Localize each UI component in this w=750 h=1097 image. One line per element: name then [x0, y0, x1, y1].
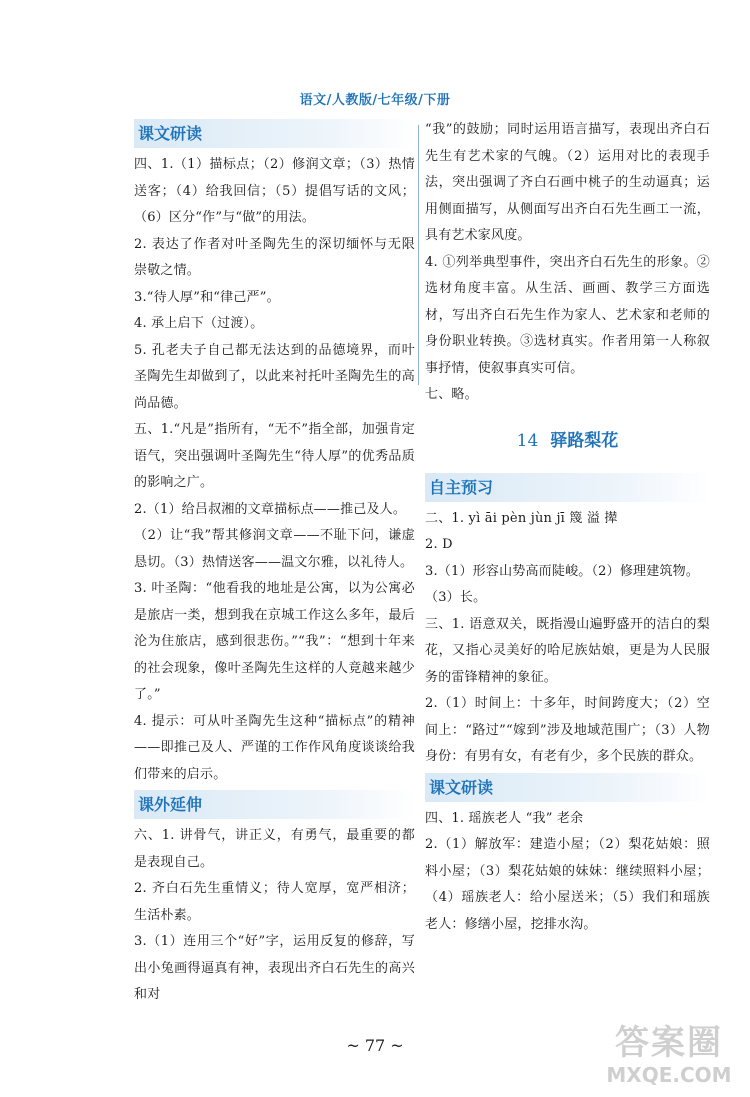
section-title-kewen-yandu: 课文研读 [134, 119, 415, 148]
answer-paragraph: 4. ①列举典型事件，突出齐白石先生的形象。②选材角度丰富。从生活、画画、教学三方面选材，写出齐白石先生作为家人、艺术家和老师的身份职业转换。③选材真实。作者用第一人称叙事抒情，使叙事真实可信。 [425, 254, 710, 376]
answer-paragraph: 3.“待人厚”和“律己严”。 [134, 289, 280, 305]
column-divider [418, 125, 419, 385]
answer-paragraph: “我”的鼓励；同时运用语言描写，表现出齐白石先生有艺术家的气魄。（2）运用对比的表现手法，突出强调了齐白石画中桃子的生动逼真；运用侧面描写，从侧面写出齐白石先生画工一流，具有艺术家风度。 [425, 122, 710, 243]
answer-paragraph: 五、1.“凡是”指所有，“无不”指全部，加强肯定语气，突出强调叶圣陶先生“待人厚”的优秀品质的影响之广。 [134, 422, 415, 490]
answer-paragraph: 4. 提示：可从叶圣陶先生这种“描标点”的精神——即推己及人、严谨的工作作风角度谈谈给我们带来的启示。 [134, 713, 415, 782]
answer-paragraph: （3）长。 [425, 590, 487, 605]
answer-paragraph: 四、1.（1）描标点；（2）修润文章；（3）热情送客；（4）给我回信；（5）提倡写话的文风；（6）区分“作”与“做”的用法。 [134, 157, 415, 225]
watermark-text-bottom: MXQE.COM [606, 1063, 732, 1087]
answer-paragraph: 2. 齐白石先生重情义；待人宽厚，宽严相济；生活朴素。 [134, 881, 415, 923]
section-title-zizhu-yuxi: 自主预习 [425, 473, 710, 502]
answer-paragraph: 3.（1）连用三个“好”字，运用反复的修辞，写出小兔画得逼真有神，表现出齐白石先生的高兴和对 [134, 934, 415, 1002]
lesson-number: 14 [516, 430, 539, 451]
answer-paragraph: 三、1. 语意双关，既指漫山遍野盛开的洁白的梨花，又指心灵美好的哈尼族姑娘，更是为人民服务的雷锋精神的象征。 [425, 616, 710, 685]
left-column [134, 117, 415, 1009]
answer-paragraph: 2.（1）时间上：十多年，时间跨度大；（2）空间上：“路过”“嫁到”涉及地域范围广；（3）人物身份：有男有女，有老有少，多个民族的群众。 [425, 696, 710, 764]
section-title-kewai-yanshen: 课外延伸 [134, 790, 415, 819]
answer-paragraph: 2. 表达了作者对叶圣陶先生的深切缅怀与无限崇敬之情。 [134, 236, 415, 278]
answer-paragraph: 四、1. 瑶族老人 “我” 老余 [425, 810, 584, 826]
answer-paragraph: 六、1. 讲骨气，讲正义，有勇气，最重要的都是表现自己。 [134, 828, 415, 870]
answer-paragraph: 2.（1）解放军：建造小屋；（2）梨花姑娘：照料小屋；（3）梨花姑娘的妹妹：继续照料小屋；（4）瑶族老人：给小屋送米；（5）我们和瑶族老人：修缮小屋，挖排水沟。 [425, 837, 710, 932]
answer-paragraph: 4. 承上启下（过渡）。 [134, 316, 264, 331]
answer-paragraph: 二、1. yì āi pèn jùn jī 篾 溢 撵 [425, 510, 618, 526]
lesson-title: 驿路梨花 [550, 430, 619, 451]
page-number: ~ 77 ~ [346, 1036, 404, 1055]
answer-paragraph: 2.（1）给吕叔湘的文章描标点——推己及人。 [134, 501, 407, 517]
right-column [425, 117, 710, 938]
answer-paragraph: 3. 叶圣陶：“他看我的地址是公寓，以为公寓必是旅店一类，想到我在京城工作这么多年，最后沦为住旅店，感到很悲伤。”“我”：“想到十年来的社会现象，像叶圣陶先生这样的人竟越来越少了。” [134, 581, 415, 702]
answer-paragraph: 3.（1）形容山势高而陡峻。（2）修理建筑物。 [425, 563, 700, 579]
answer-paragraph: 2. D [425, 537, 453, 552]
answer-paragraph: （2）让“我”帮其修润文章——不耻下问，谦虚恳切。（3）热情送客——温文尔雅，以礼待人。 [134, 528, 415, 570]
running-header: 语文/人教版/七年级/下册 [299, 93, 451, 108]
answer-paragraph: 5. 孔老夫子自己都无法达到的品德境界，而叶圣陶先生却做到了，以此来衬托叶圣陶先生的高尚品德。 [134, 342, 415, 411]
watermark-text-top: 答案圈 [615, 1023, 723, 1063]
answer-paragraph: 七、略。 [425, 387, 478, 402]
lesson-heading [425, 419, 710, 463]
section-title-kewen-yandu-2: 课文研读 [425, 773, 710, 802]
watermark-logo [594, 1023, 744, 1093]
